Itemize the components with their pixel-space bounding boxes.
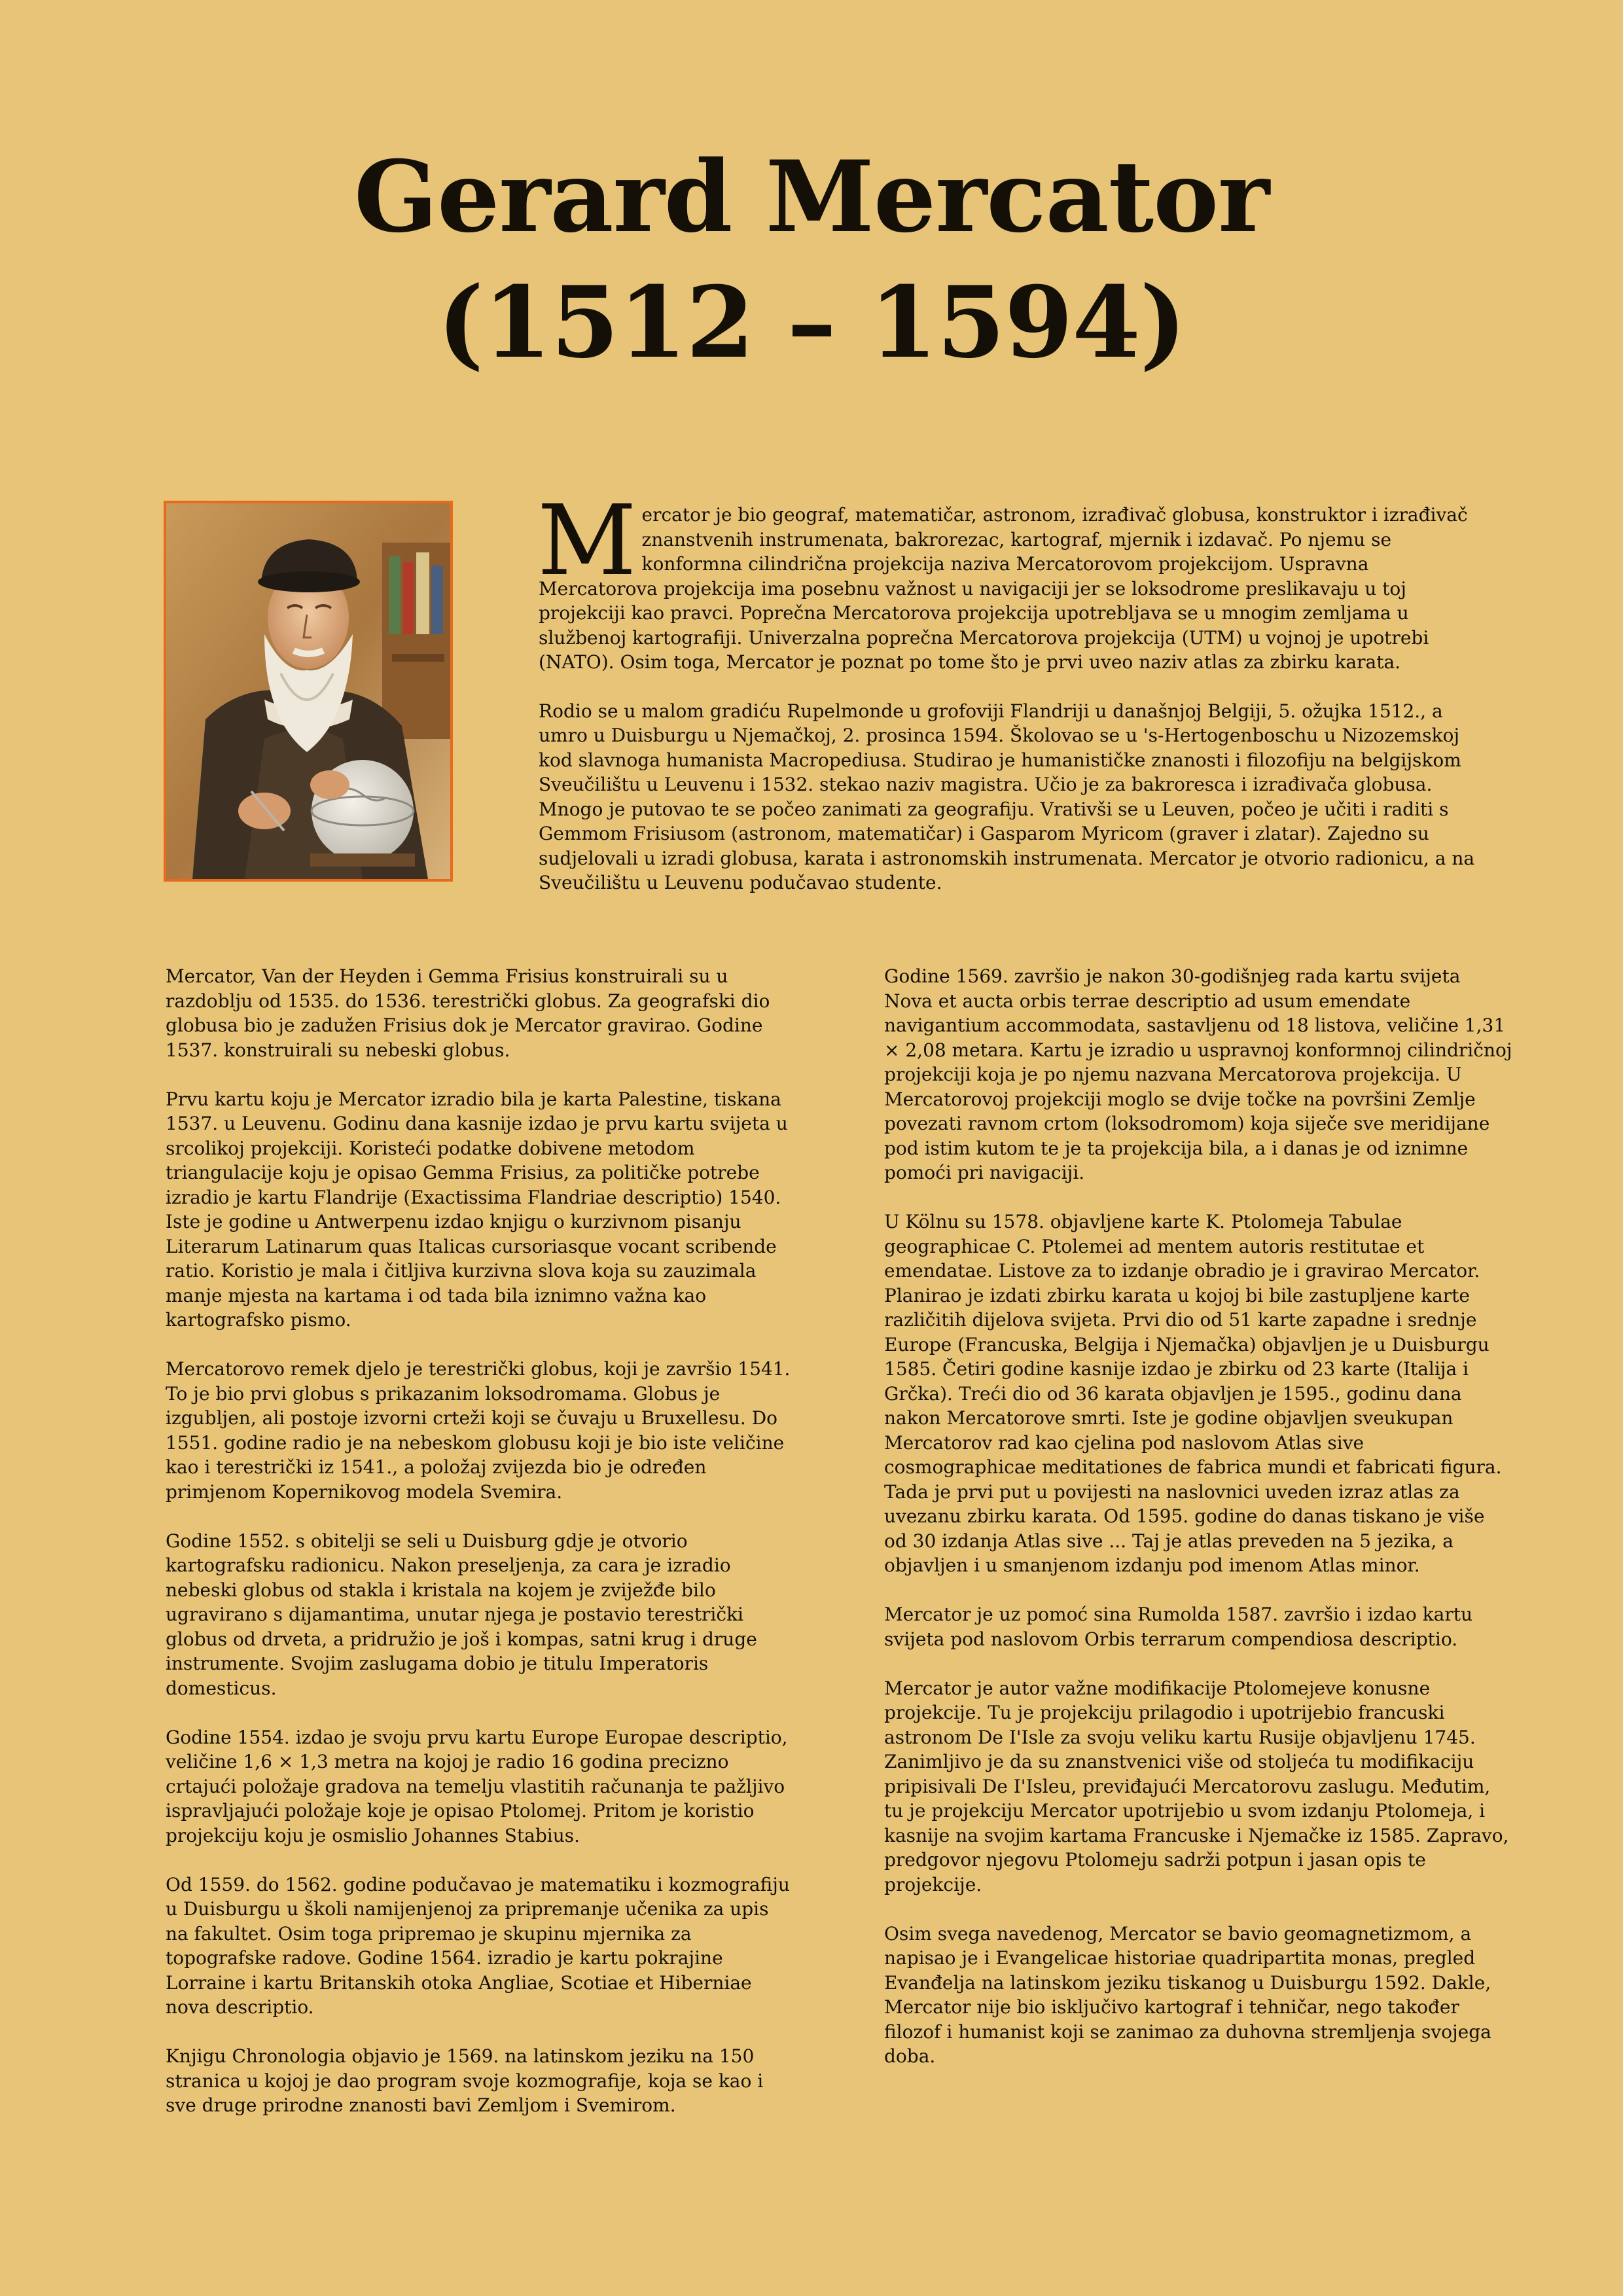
drop-cap: M [537, 484, 637, 597]
left-paragraph: Mercator, Van der Heyden i Gemma Frisius konstruirali su u razdoblju od 1535. do 1536. terestrički globus. Za geografski dio globusa bio je zadužen Frisius dok je Mercator gravirao. Godine 1537. konstruirali su nebeski globus. [166, 965, 770, 1061]
intro-paragraph-2: Rodio se u malom gradiću Rupelmonde u grofoviji Flandriji u današnjoj Belgiji, 5. ožujka 1512., a umro u Duisburgu u Njemačkoj, 2. prosinca 1594. Školovao se u 's-Hertogenboschu u Nizozemskoj kod slavnoga humanista Macropediusa. Studirao je humanističke znanosti i filozofiju na belgijskom Sveučilištu u Leuvenu i 1532. stekao naziv magistra. Učio je za bakroresca i izrađivača globusa. Mnogo je putovao te se počeo zanimati za geografiju. Vrativši se u Leuven, počeo je učiti i raditi s Gemmom Frisiusom (astronom, matematičar) i Gasparom Myricom (graver i zlatar). Zajedno su sudjelovali u izradi globusa, karata i astronomskih instrumenata. Mercator je otvorio radionicu, a na Sveučilištu u Leuvenu podučavao studente. [539, 700, 1475, 893]
right-column [884, 964, 1512, 2093]
left-column [166, 964, 794, 2142]
intro-paragraph-1-text: ercator je bio geograf, matematičar, astronom, izrađivač globusa, konstruktor i izrađivač znanstvenih instrumenata, bakrorezac, kartograf, mjernik i izdavač. Po njemu se konformna cilindrična projekcija naziva Mercatorovom projekcijom. Uspravna Mercatorova projekcija ima posebnu važnost u navigaciji jer se loksodrome preslikavaju u toj projekciji kao pravci. Poprečna Mercatorova projekcija upotrebljava se u mnogim zemljama u službenoj kartografiji. Univerzalna poprečna Mercatorova projekcija (UTM) u vojnoj je upotrebi (NATO). Osim toga, Mercator je poznat po tome što je prvi uveo naziv atlas za zbirku karata. [539, 504, 1468, 673]
title-years: (1512 – 1594) [437, 265, 1186, 380]
title-name: Gerard Mercator [353, 139, 1270, 255]
left-paragraph: Godine 1552. s obitelji se seli u Duisburg gdje je otvorio kartografsku radionicu. Nakon preseljenja, za cara je izradio nebeski globus od stakla i kristala na kojem je zviježđe bilo ugravirano s dijamantima, unutar njega je postavio terestrički globus od drveta, a pridružio je još i kompas, satni krug i druge instrumente. Svojim zaslugama dobio je titulu Imperatoris domesticus. [166, 1530, 757, 1699]
left-paragraph: Mercatorovo remek djelo je terestrički globus, koji je završio 1541. To je bio prvi globus s prikazanim loksodromama. Globus je izgubljen, ali postoje izvorni crteži koji se čuvaju u Bruxellesu. Do 1551. godine radio je na nebeskom globusu koji je bio iste veličine kao i terestrički iz 1541., a položaj zvijezda bio je određen primjenom Kopernikovog modela Svemira. [166, 1358, 791, 1503]
right-paragraph: U Kölnu su 1578. objavljene karte K. Ptolomeja Tabulae geographicae C. Ptolemei ad mentem autoris restitutae et emendatae. Listove za to izdanje obradio je i gravirao Mercator. Planirao je izdati zbirku karata u kojoj bi bile zastupljene karte različitih dijelova svijeta. Prvi dio od 51 karte zapadne i srednje Europe (Francuska, Belgija i Njemačka) objavljen je u Duisburgu 1585. Četiri godine kasnije izdao je zbirku od 23 karte (Italija i Grčka). Treći dio od 36 karata objavljen je 1595., godinu dana nakon Mercatorove smrti. Iste je godine objavljen sveukupan Mercatorov rad kao cjelina pod naslovom Atlas sive cosmographicae meditationes de fabrica mundi et fabricati figura. Tada je prvi put u povijesti na naslovnici uveden izraz atlas za uvezanu zbirku karata. Od 1595. godine do danas tiskano je više od 30 izdanja Atlas sive ... Taj je atlas preveden na 5 jezika, a objavljen i u smanjenom izdanju pod imenom Atlas minor. [884, 1211, 1502, 1576]
left-paragraph: Od 1559. do 1562. godine podučavao je matematiku i kozmografiju u Duisburgu u školi namijenjenoj za pripremanje učenika za upis na fakultet. Osim toga pripremao je skupinu mjernika za topografske radove. Godine 1564. izradio je kartu pokrajine Lorraine i kartu Britanskih otoka Angliae, Scotiae et Hiberniae nova descriptio. [166, 1873, 790, 2018]
intro-section [537, 484, 1481, 920]
right-paragraph: Mercator je autor važne modifikacije Ptolomejeve konusne projekcije. Tu je projekciju prilagodio i upotrijebio francuski astronom De I'Isle za svoju veliku kartu Rusije objavljenu 1745. Zanimljivo je da su znanstvenici više od stoljeća tu modifikaciju pripisivali De I'Isleu, previđajući Mercatorovu zaslugu. Međutim, tu je projekciju Mercator upotrijebio u svom izdanju Ptolomeja, i kasnije na svojim kartama Francuske i Njemačke iz 1585. Zapravo, predgovor njegovu Ptolomeju sadrži potpun i jasan opis te projekcije. [884, 1677, 1509, 1895]
left-paragraph: Knjigu Chronologia objavio je 1569. na latinskom jeziku na 150 stranica u kojoj je dao program svoje kozmografije, koja se kao i sve druge prirodne znanosti bavi Zemljom i Svemirom. [166, 2045, 764, 2116]
page-title [0, 134, 1623, 386]
right-paragraph: Mercator je uz pomoć sina Rumolda 1587. završio i izdao kartu svijeta pod naslovom Orbis terrarum compendiosa descriptio. [884, 1604, 1473, 1650]
portrait-image [164, 501, 453, 882]
left-paragraph: Godine 1554. izdao je svoju prvu kartu Europe Europae descriptio, veličine 1,6 × 1,3 metra na kojoj je radio 16 godina precizno crtajući položaje gradova na temelju vlastitih računanja te pažljivo ispravljajući položaje koje je opisao Ptolomej. Pritom je koristio projekciju koju je osmislio Johannes Stabius. [166, 1726, 788, 1846]
intro-paragraph-1 [537, 484, 1481, 675]
right-paragraph: Godine 1569. završio je nakon 30-godišnjeg rada kartu svijeta Nova et aucta orbis terrae descriptio ad usum emendate navigantium accommodata, sastavljenu od 18 listova, veličine 1,31 × 2,08 metara. Kartu je izradio u uspravnoj konformnoj cilindričnoj projekciji koja je po njemu nazvana Mercatorova projekcija. U Mercatorovoj projekciji moglo se dvije točke na površini Zemlje povezati ravnom crtom (loksodromom) koja siječe sve meridijane pod istim kutom te je ta projekcija bila, a i danas je od iznimne pomoći pri navigaciji. [884, 965, 1512, 1183]
mercator-portrait-icon [166, 503, 450, 879]
left-paragraph: Prvu kartu koju je Mercator izradio bila je karta Palestine, tiskana 1537. u Leuvenu. Godinu dana kasnije izdao je prvu kartu svijeta u srcolikoj projekciji. Koristeći podatke dobivene metodom triangulacije koju je opisao Gemma Frisius, za političke potrebe izradio je kartu Flandrije (Exactissima Flandriae descriptio) 1540. Iste je godine u Antwerpenu izdao knjigu o kurzivnom pisanju Literarum Latinarum quas Italicas cursoriasque vocant scribende ratio. Koristio je mala i čitljiva kurzivna slova koja su zauzimala manje mjesta na kartama i od tada bila iznimno važna kao kartografsko pismo. [166, 1088, 788, 1331]
right-paragraph: Osim svega navedenog, Mercator se bavio geomagnetizmom, a napisao je i Evangelicae historiae quadripartita monas, pregled Evanđelja na latinskom jeziku tiskanog u Duisburgu 1592. Dakle, Mercator nije bio isključivo kartograf i tehničar, nego također filozof i humanist koji se zanimao za duhovna stremljenja svojega doba. [884, 1922, 1491, 2067]
